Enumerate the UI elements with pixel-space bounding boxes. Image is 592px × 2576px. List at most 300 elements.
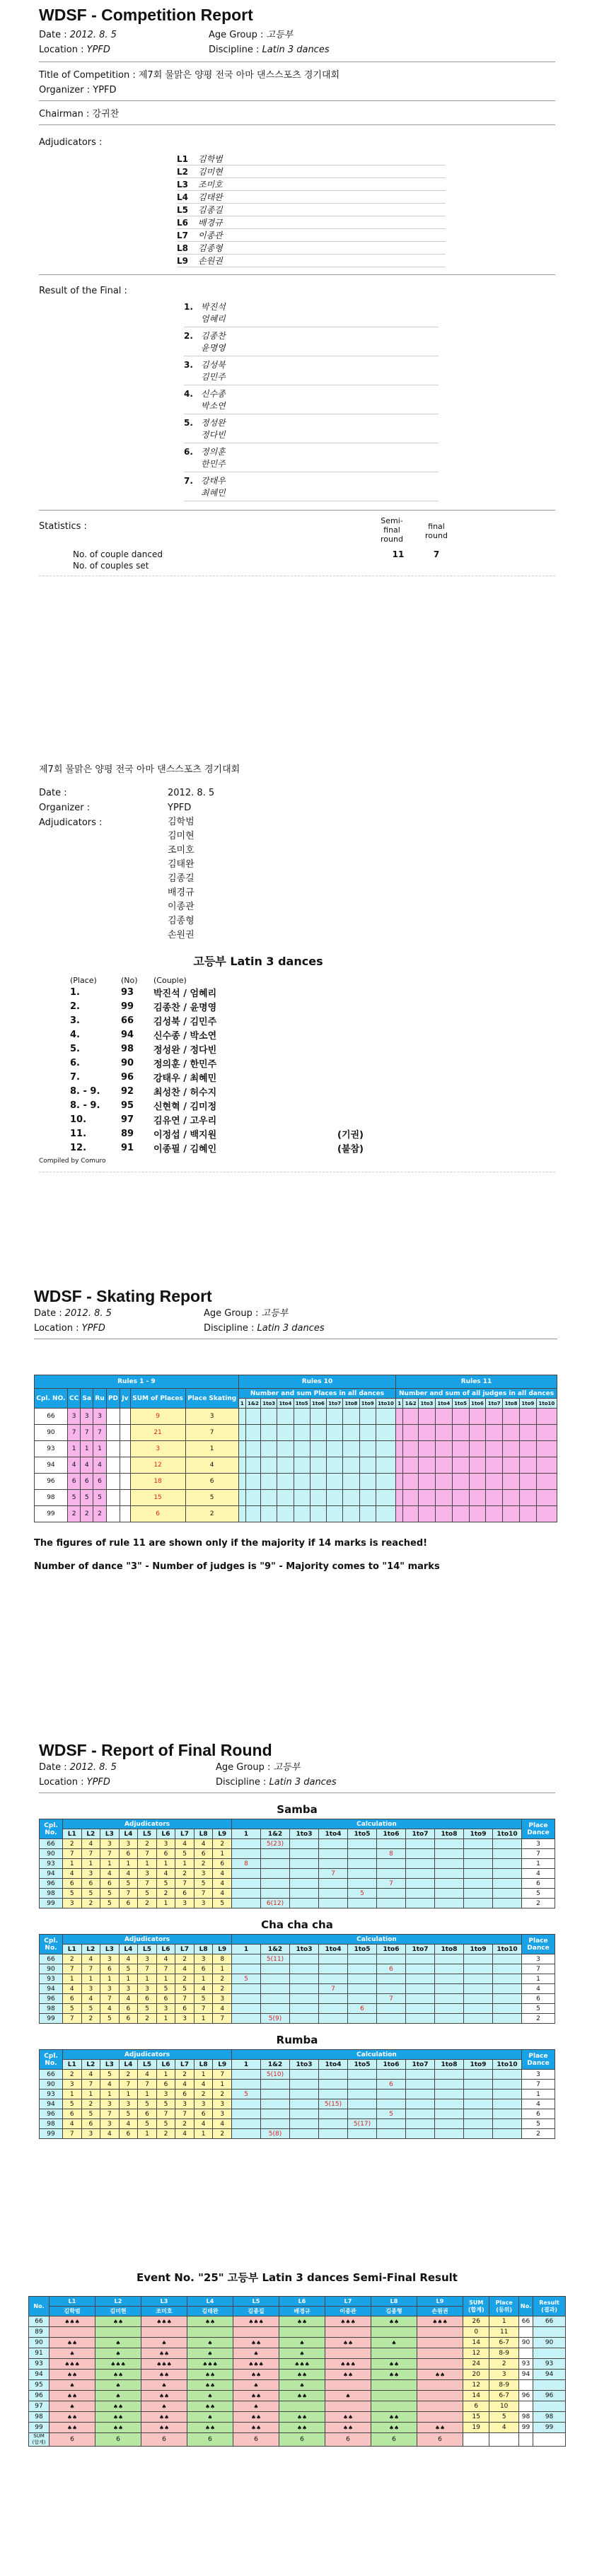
semi-result: 90 bbox=[533, 2338, 566, 2348]
semi-marks bbox=[141, 2327, 187, 2338]
rule11-cell bbox=[536, 1441, 557, 1457]
dance-place: 5 bbox=[522, 1889, 555, 1899]
rules-1-9-head: Rules 1 - 9 bbox=[35, 1375, 239, 1389]
adj-mark: 1 bbox=[156, 2070, 175, 2080]
adj-mark: 4 bbox=[63, 1984, 82, 1994]
final-line bbox=[184, 330, 439, 342]
dance-row bbox=[40, 1859, 555, 1869]
semi-marks bbox=[187, 2327, 233, 2338]
dance-row bbox=[40, 1869, 555, 1879]
calc-cell bbox=[232, 2109, 261, 2119]
dance-cpl: 66 bbox=[40, 2070, 63, 2080]
rule11-cell bbox=[396, 1425, 403, 1441]
dance-place: 6 bbox=[522, 1994, 555, 2004]
semi-marks: ♠♠♠ bbox=[325, 2359, 371, 2370]
adj-mark: 3 bbox=[175, 2099, 195, 2109]
skating-report bbox=[34, 1287, 557, 1572]
adj-mark: 4 bbox=[194, 1839, 213, 1849]
dance-row bbox=[40, 1954, 555, 1964]
col-couple: (Couple) bbox=[153, 976, 187, 985]
calc-cell bbox=[493, 1974, 522, 1984]
calc-col: 1to3 bbox=[290, 1945, 319, 1954]
rule10-cell bbox=[261, 1441, 277, 1457]
calc-cell: 5(8) bbox=[261, 2129, 290, 2139]
semi-marks: ♠ bbox=[50, 2401, 95, 2412]
adj-mark: 1 bbox=[81, 2090, 100, 2099]
final-row bbox=[184, 443, 439, 472]
dance-row bbox=[40, 2004, 555, 2014]
calc-cell bbox=[406, 1964, 435, 1974]
calc-cell bbox=[464, 1889, 493, 1899]
title-of-competition: 제7회 물맑은 양평 전국 아마 댄스스포츠 경기대회 bbox=[138, 70, 340, 81]
dance-place: 3 bbox=[522, 2070, 555, 2080]
calc-cell bbox=[348, 1984, 377, 1994]
adj-col: L4 bbox=[119, 2060, 138, 2070]
calc-cell bbox=[319, 1859, 348, 1869]
rule10-cell bbox=[343, 1409, 359, 1425]
adj-mark: 3 bbox=[194, 2099, 213, 2109]
calc-cell bbox=[493, 2070, 522, 2080]
summary-couple: 김성북 / 김민주 bbox=[153, 1016, 217, 1027]
calc-cell bbox=[348, 1869, 377, 1879]
final-partner-a: 정의훈 bbox=[201, 447, 226, 457]
h-place: Place Skating bbox=[185, 1389, 238, 1409]
calc-cell bbox=[406, 2109, 435, 2119]
adj-col: L5 bbox=[138, 1945, 157, 1954]
adj-mark: 6 bbox=[175, 1889, 195, 1899]
calc-cell bbox=[319, 1994, 348, 2004]
calc-cell bbox=[319, 1964, 348, 1974]
rule11-cell bbox=[435, 1457, 452, 1474]
calc-cell bbox=[464, 2119, 493, 2129]
rule11-cell bbox=[519, 1409, 536, 1425]
adj-mark: 4 bbox=[81, 1954, 100, 1964]
adj-mark: 2 bbox=[175, 1954, 195, 1964]
summary-org: YPFD bbox=[168, 803, 192, 813]
semi-result-no bbox=[518, 2401, 533, 2412]
rule11-cell bbox=[486, 1425, 503, 1441]
adj-mark: 1 bbox=[194, 1974, 213, 1984]
dance-row bbox=[40, 1994, 555, 2004]
rule10-cell bbox=[376, 1409, 395, 1425]
final-partner-b: 최혜민 bbox=[201, 488, 226, 498]
rule11-cell bbox=[503, 1457, 520, 1474]
stat-semi: 11 bbox=[392, 549, 405, 559]
skating-discipline: Latin 3 dances bbox=[257, 1323, 325, 1334]
summary-row bbox=[70, 1126, 555, 1141]
semi-marks: ♠ bbox=[187, 2338, 233, 2348]
adj-mark: 3 bbox=[175, 1899, 195, 1908]
summary-place: 8. - 9. bbox=[70, 1100, 100, 1111]
semi-sum-row-value: 6 bbox=[233, 2433, 279, 2447]
summary-row bbox=[70, 1098, 555, 1112]
calc-cell bbox=[377, 2090, 406, 2099]
adj-col: L5 bbox=[138, 2060, 157, 2070]
skating-ru: 7 bbox=[93, 1425, 107, 1441]
rule11-cell bbox=[452, 1441, 469, 1457]
semi-final-title: Event No. "25" 고등부 Latin 3 dances Semi-Final Result bbox=[137, 2271, 458, 2284]
adj-col: L8 bbox=[194, 1829, 213, 1839]
semi-place-head: Place (등위) bbox=[489, 2297, 518, 2316]
place-head: Place Dance bbox=[522, 2050, 555, 2070]
dance-place: 4 bbox=[522, 1984, 555, 1994]
semi-cpl: 89 bbox=[29, 2327, 50, 2338]
adj-col: L1 bbox=[63, 2060, 82, 2070]
adj-mark: 4 bbox=[81, 1994, 100, 2004]
calc-cell bbox=[290, 1839, 319, 1849]
semi-judge-name: 배경규 bbox=[279, 2307, 325, 2316]
calc-cell bbox=[290, 2129, 319, 2139]
semi-marks bbox=[325, 2380, 371, 2391]
statistics-label: Statistics : bbox=[39, 521, 87, 532]
calc-col: 1to5 bbox=[348, 1829, 377, 1839]
adj-mark: 2 bbox=[119, 2070, 138, 2080]
adj-mark: 6 bbox=[63, 1994, 82, 2004]
rule11-cell bbox=[503, 1506, 520, 1522]
calc-cell bbox=[261, 1889, 290, 1899]
dance-row bbox=[40, 1984, 555, 1994]
dance-row bbox=[40, 1899, 555, 1908]
adjudicator-row bbox=[177, 204, 446, 216]
rule10-cell bbox=[310, 1441, 326, 1457]
summary-couple: 김종찬 / 윤명영 bbox=[153, 1002, 217, 1013]
adj-col: L1 bbox=[63, 1829, 82, 1839]
adj-mark: 1 bbox=[213, 1849, 232, 1859]
rule10-cell bbox=[327, 1409, 343, 1425]
rule10-cell bbox=[343, 1474, 359, 1490]
calc-cell bbox=[435, 1974, 464, 1984]
summary-no: 93 bbox=[121, 986, 134, 998]
skating-row bbox=[35, 1409, 557, 1425]
calc-cell bbox=[464, 1859, 493, 1869]
calc-cell bbox=[435, 1889, 464, 1899]
sub-col: 1to8 bbox=[343, 1399, 359, 1409]
h-num10: Number and sum Places in all dances bbox=[238, 1389, 395, 1399]
dance-cpl: 90 bbox=[40, 1964, 63, 1974]
summary-couple: 김유연 / 고우리 bbox=[153, 1115, 217, 1126]
competition-report bbox=[39, 6, 555, 576]
calc-cell bbox=[493, 1849, 522, 1859]
semi-judge-code: L2 bbox=[95, 2297, 141, 2307]
calc-cell bbox=[232, 2119, 261, 2129]
skating-ru: 2 bbox=[93, 1506, 107, 1522]
adj-mark: 8 bbox=[213, 1954, 232, 1964]
semi-blank bbox=[463, 2433, 489, 2447]
calc-cell bbox=[406, 1984, 435, 1994]
adj-mark: 5 bbox=[138, 2004, 157, 2014]
semi-marks: ♠♠ bbox=[187, 2370, 233, 2380]
adj-mark: 5 bbox=[138, 1889, 157, 1899]
rule10-cell bbox=[343, 1425, 359, 1441]
semi-sum: 26 bbox=[463, 2316, 489, 2327]
adj-mark: 7 bbox=[63, 1849, 82, 1859]
rule11-cell bbox=[503, 1490, 520, 1506]
rule11-cell bbox=[435, 1441, 452, 1457]
rule10-cell bbox=[294, 1506, 310, 1522]
calc-cell bbox=[464, 2109, 493, 2119]
summary-couple: 박진석 / 엄혜리 bbox=[153, 988, 217, 999]
calc-col: 1to5 bbox=[348, 2060, 377, 2070]
adj-col: L5 bbox=[138, 1829, 157, 1839]
place-head: Place Dance bbox=[522, 1819, 555, 1839]
calc-cell bbox=[348, 2109, 377, 2119]
adj-mark: 6 bbox=[63, 2109, 82, 2119]
skating-row bbox=[35, 1490, 557, 1506]
dance-place: 2 bbox=[522, 2129, 555, 2139]
skating-pd bbox=[106, 1409, 120, 1425]
rule11-cell bbox=[435, 1474, 452, 1490]
adj-mark: 1 bbox=[194, 2014, 213, 2024]
calc-cell bbox=[348, 1994, 377, 2004]
calc-cell bbox=[406, 1869, 435, 1879]
semi-place: 11 bbox=[489, 2327, 518, 2338]
semi-marks: ♠♠ bbox=[187, 2401, 233, 2412]
calc-cell bbox=[232, 2014, 261, 2024]
skating-sa: 4 bbox=[81, 1457, 93, 1474]
rule11-cell bbox=[419, 1474, 436, 1490]
summary-couple: 정의훈 / 한민주 bbox=[153, 1059, 217, 1070]
semi-marks: ♠♠ bbox=[95, 2370, 141, 2380]
semi-marks bbox=[417, 2359, 463, 2370]
dance-place: 7 bbox=[522, 1849, 555, 1859]
semi-judge-code: L8 bbox=[371, 2297, 417, 2307]
adj-mark: 4 bbox=[213, 1889, 232, 1899]
adj-mark: 2 bbox=[81, 2099, 100, 2109]
summary-row bbox=[70, 1027, 555, 1042]
adj-mark: 1 bbox=[213, 2080, 232, 2090]
adj-mark: 1 bbox=[138, 1974, 157, 1984]
dance-row bbox=[40, 1964, 555, 1974]
rule10-cell bbox=[277, 1409, 294, 1425]
semi-marks: ♠ bbox=[50, 2348, 95, 2359]
calc-cell bbox=[319, 2119, 348, 2129]
calc-cell bbox=[435, 2080, 464, 2090]
rule10-cell bbox=[310, 1425, 326, 1441]
adj-col: L7 bbox=[175, 1945, 195, 1954]
semi-marks bbox=[371, 2327, 417, 2338]
adjudicator-code: L5 bbox=[177, 204, 188, 215]
summary-no: 90 bbox=[121, 1057, 134, 1068]
adj-mark: 6 bbox=[194, 1964, 213, 1974]
calc-col: 1to6 bbox=[377, 1945, 406, 1954]
adj-mark: 6 bbox=[81, 1879, 100, 1889]
summary-adjudicator: 조미호 bbox=[168, 845, 195, 856]
sub-col: 1to9 bbox=[519, 1399, 536, 1409]
adj-mark: 5 bbox=[194, 1879, 213, 1889]
adj-mark: 1 bbox=[194, 2129, 213, 2139]
sub-col: 1to6 bbox=[310, 1399, 326, 1409]
semi-place: 8-9 bbox=[489, 2348, 518, 2359]
calc-cell bbox=[261, 2119, 290, 2129]
calc-cell bbox=[290, 1879, 319, 1889]
calc-cell bbox=[406, 2080, 435, 2090]
adj-mark: 5 bbox=[138, 2099, 157, 2109]
adj-mark: 1 bbox=[119, 2090, 138, 2099]
calc-col: 1to8 bbox=[435, 2060, 464, 2070]
semi-judge-name: 손원권 bbox=[417, 2307, 463, 2316]
calc-cell: 6 bbox=[348, 2004, 377, 2014]
adj-mark: 6 bbox=[194, 2109, 213, 2119]
semi-cpl: 93 bbox=[29, 2359, 50, 2370]
summary-note: (기권) bbox=[337, 1129, 364, 1141]
adj-mark: 7 bbox=[119, 1889, 138, 1899]
semi-marks: ♠♠ bbox=[95, 2401, 141, 2412]
adj-mark: 7 bbox=[100, 2109, 120, 2119]
summary-place: 6. bbox=[70, 1057, 80, 1068]
semi-sum-row-value: 6 bbox=[325, 2433, 371, 2447]
rule11-cell bbox=[419, 1490, 436, 1506]
semi-marks: ♠♠ bbox=[233, 2370, 279, 2380]
adj-mark: 4 bbox=[213, 1869, 232, 1879]
semi-judge-code: L5 bbox=[233, 2297, 279, 2307]
rule10-cell bbox=[261, 1506, 277, 1522]
summary-adjudicator: 이종관 bbox=[168, 902, 195, 912]
skating-location-label: Location : bbox=[34, 1323, 79, 1334]
dance-cpl: 94 bbox=[40, 1869, 63, 1879]
calc-cell bbox=[435, 1984, 464, 1994]
calc-cell bbox=[435, 1964, 464, 1974]
adj-col: L4 bbox=[119, 1829, 138, 1839]
dance-cpl: 93 bbox=[40, 2090, 63, 2099]
summary-row bbox=[70, 999, 555, 1013]
rule11-cell bbox=[435, 1506, 452, 1522]
semi-marks: ♠♠ bbox=[50, 2412, 95, 2423]
semi-marks: ♠ bbox=[279, 2338, 325, 2348]
semi-marks: ♠♠♠ bbox=[325, 2316, 371, 2327]
adj-mark: 5 bbox=[81, 1889, 100, 1899]
sub-col: 1&2 bbox=[245, 1399, 260, 1409]
sub-col: 1to9 bbox=[359, 1399, 376, 1409]
semi-place: 10 bbox=[489, 2401, 518, 2412]
calc-cell bbox=[493, 2080, 522, 2090]
semi-marks: ♠♠ bbox=[141, 2412, 187, 2423]
adj-mark: 5 bbox=[119, 1964, 138, 1974]
calculation-head: Calculation bbox=[232, 2050, 522, 2060]
adj-col: L3 bbox=[100, 1829, 120, 1839]
dance-row bbox=[40, 2109, 555, 2119]
semi-marks bbox=[371, 2391, 417, 2401]
summary-adjudicator: 김학범 bbox=[168, 817, 195, 827]
semi-cpl: 98 bbox=[29, 2412, 50, 2423]
adj-mark: 6 bbox=[156, 2080, 175, 2090]
calc-cell bbox=[464, 2004, 493, 2014]
calc-cell bbox=[493, 1879, 522, 1889]
summary-no: 97 bbox=[121, 1114, 134, 1125]
sub-col: 1to6 bbox=[469, 1399, 486, 1409]
rule11-cell bbox=[452, 1409, 469, 1425]
adj-mark: 7 bbox=[156, 1964, 175, 1974]
rule10-cell bbox=[245, 1506, 260, 1522]
final-place: 7. bbox=[184, 475, 193, 486]
rule11-cell bbox=[419, 1441, 436, 1457]
calc-cell bbox=[319, 2129, 348, 2139]
semi-marks: ♠♠ bbox=[50, 2391, 95, 2401]
rule11-cell bbox=[503, 1409, 520, 1425]
calc-cell bbox=[290, 1964, 319, 1974]
semi-result: 94 bbox=[533, 2370, 566, 2380]
semi-row bbox=[29, 2348, 566, 2359]
adj-col: L1 bbox=[63, 1945, 82, 1954]
semi-judge-name: 조미호 bbox=[141, 2307, 187, 2316]
calc-cell bbox=[493, 2129, 522, 2139]
adjudicator-name: 김종길 bbox=[198, 205, 223, 215]
adj-mark: 4 bbox=[175, 1964, 195, 1974]
rule11-cell bbox=[486, 1441, 503, 1457]
sub-col: 1to10 bbox=[376, 1399, 395, 1409]
rule10-cell bbox=[277, 1425, 294, 1441]
dance-cpl: 96 bbox=[40, 1994, 63, 2004]
semi-sum: 15 bbox=[463, 2412, 489, 2423]
dance-place: 3 bbox=[522, 1954, 555, 1964]
adjudicator-code: L9 bbox=[177, 255, 188, 266]
calc-cell bbox=[406, 1889, 435, 1899]
semi-place: 8-9 bbox=[489, 2380, 518, 2391]
summary-place: 4. bbox=[70, 1029, 80, 1040]
adj-mark: 2 bbox=[138, 2014, 157, 2024]
adjudicator-name: 배경규 bbox=[198, 218, 223, 228]
semi-marks: ♠♠♠ bbox=[141, 2316, 187, 2327]
fr-age-label: Age Group : bbox=[216, 1762, 271, 1773]
semi-marks: ♠♠ bbox=[95, 2423, 141, 2433]
semi-marks bbox=[417, 2380, 463, 2391]
rule11-cell bbox=[469, 1425, 486, 1441]
semi-judge-name: 이종관 bbox=[325, 2307, 371, 2316]
rule10-cell bbox=[359, 1490, 376, 1506]
calc-col: 1&2 bbox=[261, 2060, 290, 2070]
rule10-cell bbox=[277, 1506, 294, 1522]
discipline-value: Latin 3 dances bbox=[262, 45, 330, 55]
final-line bbox=[184, 359, 439, 371]
adjudicator-row bbox=[177, 178, 446, 191]
semi-marks: ♠♠♠ bbox=[50, 2359, 95, 2370]
final-row bbox=[184, 356, 439, 385]
adj-col: L3 bbox=[100, 2060, 120, 2070]
age-label: Age Group : bbox=[209, 30, 264, 40]
adj-mark: 1 bbox=[213, 1964, 232, 1974]
dance-row bbox=[40, 2119, 555, 2129]
adj-mark: 4 bbox=[119, 1869, 138, 1879]
summary-org-label: Organizer : bbox=[39, 803, 91, 813]
semi-marks bbox=[371, 2401, 417, 2412]
calc-cell bbox=[464, 2099, 493, 2109]
fr-discipline: Latin 3 dances bbox=[269, 1777, 337, 1788]
rule10-cell bbox=[359, 1441, 376, 1457]
calc-cell bbox=[493, 1964, 522, 1974]
semi-judge-code: L4 bbox=[187, 2297, 233, 2307]
rule11-cell bbox=[469, 1490, 486, 1506]
semi-marks: ♠ bbox=[141, 2380, 187, 2391]
adj-mark: 4 bbox=[194, 2080, 213, 2090]
adj-mark: 3 bbox=[213, 2099, 232, 2109]
final-place: 3. bbox=[184, 359, 193, 370]
fr-location: YPFD bbox=[86, 1777, 110, 1788]
sub-col: 1to8 bbox=[503, 1399, 520, 1409]
calc-cell bbox=[406, 2099, 435, 2109]
semi-marks: ♠♠♠ bbox=[187, 2359, 233, 2370]
semi-place: 4 bbox=[489, 2423, 518, 2433]
skating-pd bbox=[106, 1490, 120, 1506]
calc-cell bbox=[377, 1974, 406, 1984]
semi-marks: ♠♠♠ bbox=[279, 2359, 325, 2370]
summary-couple: 이종필 / 김혜인 bbox=[153, 1143, 217, 1155]
calc-cell bbox=[435, 2014, 464, 2024]
calc-cell bbox=[290, 2109, 319, 2119]
adj-mark: 6 bbox=[138, 1994, 157, 2004]
summary-row bbox=[70, 985, 555, 999]
skating-sa: 1 bbox=[81, 1441, 93, 1457]
adj-mark: 6 bbox=[156, 1849, 175, 1859]
skating-cpl: 96 bbox=[35, 1474, 68, 1490]
